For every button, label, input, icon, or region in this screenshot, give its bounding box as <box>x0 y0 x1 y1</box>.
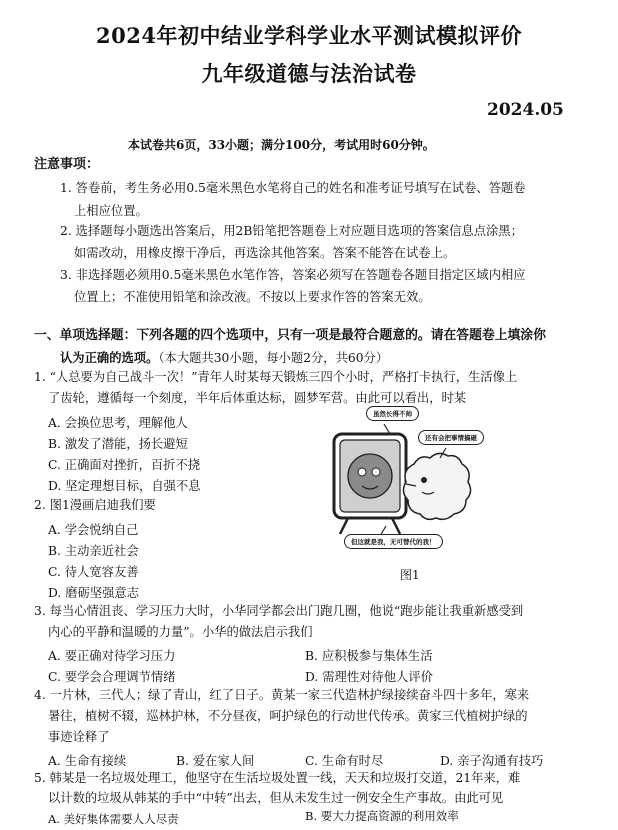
question-1-stem: 了齿轮，遵循每一个刻度，半年后体重达标，圆梦军营。由此可以看出，时某 <box>48 391 467 405</box>
section-heading: 一、单项选择题：下列各题的四个选项中，只有一项是最符合题意的。请在答题卷上填涂你 <box>34 328 546 343</box>
q4-option-c: C. 生命有时尽 <box>305 754 384 768</box>
figure-caption: 图1 <box>400 568 420 582</box>
q4-option-d: D. 亲子沟通有技巧 <box>440 754 544 768</box>
paper-title-line1: 2024年初中结业学科学业水平测试模拟评价 <box>96 23 522 48</box>
question-2-stem: 2. 图1漫画启迪我们要 <box>34 498 156 512</box>
q1-option-a: A. 会换位思考，理解他人 <box>48 416 188 430</box>
q3-option-a: A. 要正确对待学习压力 <box>48 649 176 663</box>
note-line: 位置上；不准使用铅笔和涂改液。不按以上要求作答的答案无效。 <box>74 290 431 304</box>
figure-1-cartoon <box>318 400 496 560</box>
question-4-stem: 暑往，植树不辍，巡林护林，不分昼夜，呵护绿色的行动世代传承。黄家三代植树护绿的 <box>48 709 528 723</box>
q1-option-c: C. 正确面对挫折，百折不挠 <box>48 458 201 472</box>
q3-option-c: C. 要学会合理调节情绪 <box>48 670 176 684</box>
note-line: 2. 选择题每小题选出答案后，用2B铅笔把答题卷上对应题目选项的答案信息点涂黑； <box>60 224 523 238</box>
section-heading-line2 <box>60 350 388 366</box>
notes-heading: 注意事项： <box>34 157 100 172</box>
note-line: 3. 非选择题必须用0.5毫米黑色水笔作答，答案必须写在答题卷各题目指定区域内相应 <box>60 268 526 282</box>
exam-date: 2024.05 <box>487 100 564 120</box>
question-1-stem: 1. “人总要为自己战斗一次！”青年人时某每天锻炼三四个小时，严格打卡执行，生活像上 <box>34 370 518 384</box>
question-3-stem: 3. 每当心情沮丧、学习压力大时，小华同学都会出门跑几圈，他说“跑步能让我重新感受到 <box>34 604 524 618</box>
q2-option-c: C. 待人宽容友善 <box>48 565 139 579</box>
speech-bubble: 但这就是我，无可替代的我！ <box>344 534 443 549</box>
note-line: 1. 答卷前，考生务必用0.5毫米黑色水笔将自己的姓名和准考证号填写在试卷、答题卷 <box>60 181 526 195</box>
q5-option-b: B. 要大力提高资源的利用效率 <box>305 809 459 823</box>
speech-bubble: 虽然长得不帅 <box>366 406 419 421</box>
note-line: 上相应位置。 <box>74 204 148 218</box>
question-5-stem: 以计数的垃圾从韩某的手中“中转”出去，但从未发生过一例安全生产事故。由此可见 <box>48 791 504 805</box>
question-4-stem: 4. 一片林，三代人；绿了青山，红了日子。黄某一家三代造林护绿接续奋斗四十多年，寒来 <box>34 688 530 702</box>
q3-option-d: D. 需理性对待他人评价 <box>305 670 433 684</box>
q1-option-b: B. 激发了潜能，扬长避短 <box>48 437 188 451</box>
q3-option-b: B. 应积极参与集体生活 <box>305 649 433 663</box>
note-line: 如需改动，用橡皮擦干净后，再选涂其他答案。答案不能答在试卷上。 <box>74 246 456 260</box>
speech-bubble: 还有会把事情搞砸 <box>418 430 484 445</box>
q2-option-d: D. 磨砺坚强意志 <box>48 586 140 600</box>
section-heading-note: （本大题共30小题，每小题2分，共60分） <box>158 351 389 365</box>
paper-title-line2: 九年级道德与法治试卷 <box>201 61 417 86</box>
q2-option-b: B. 主动亲近社会 <box>48 544 139 558</box>
section-heading-bold: 认为正确的选项。 <box>60 350 159 365</box>
q4-option-a: A. 生命有接续 <box>48 754 127 768</box>
question-3-stem: 内心的平静和温暖的力量”。小华的做法启示我们 <box>48 625 313 639</box>
question-4-stem: 事迹诠释了 <box>48 730 110 744</box>
q5-option-a: A. 美好集体需要人人尽责 <box>48 812 179 826</box>
q2-option-a: A. 学会悦纳自己 <box>48 523 139 537</box>
q1-option-d: D. 坚定理想目标，自强不息 <box>48 479 201 493</box>
q4-option-b: B. 爱在家人间 <box>176 754 255 768</box>
exam-info: 本试卷共6页，33小题；满分100分，考试用时60分钟。 <box>128 138 435 152</box>
question-5-stem: 5. 韩某是一名垃圾处理工，他坚守在生活垃圾处置一线，天天和垃圾打交道，21年来，难 <box>34 771 521 785</box>
